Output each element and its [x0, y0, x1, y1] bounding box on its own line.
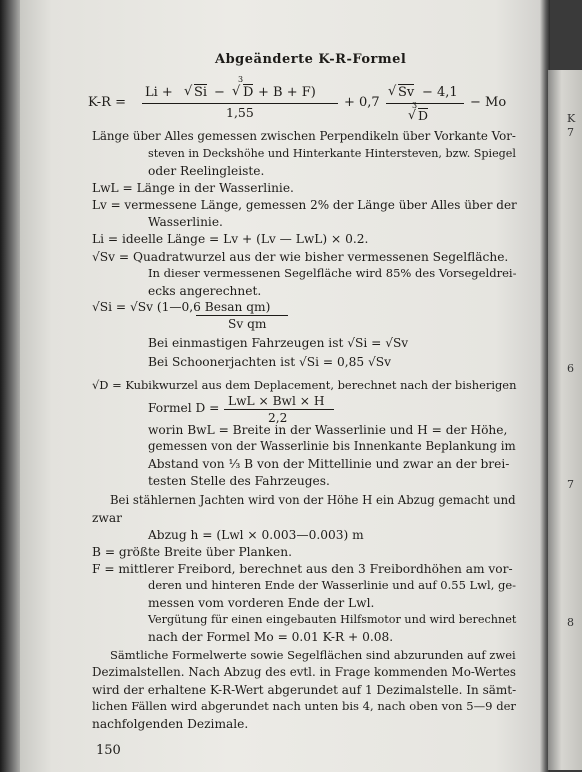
sqrt-symbol: √	[408, 107, 416, 122]
text-line: testen Stelle des Fahrzeuges.	[148, 474, 330, 488]
text-line: lichen Fällen wird abgerundet nach unten bis 4, nach oben von 5—9 der	[92, 699, 516, 713]
text-line: Abstand von ⅓ B von der Mittellinie und zwar an der brei-	[148, 457, 510, 471]
next-page-mark: 7	[567, 478, 574, 491]
text-line: Sämtliche Formelwerte sowie Segelflächen sind abzurunden auf zwei	[110, 648, 516, 662]
sqrt-symbol: √	[184, 84, 193, 99]
definition-sv: √Sv = Quadratwurzel aus der wie bisher vermessenen Segelfläche.	[92, 250, 509, 264]
fraction-bar	[224, 409, 334, 410]
fraction-bar	[142, 103, 338, 104]
text-line: Bei stählernen Jachten wird von der Höhe H ein Abzug gemacht und	[110, 493, 516, 507]
formula-den: 1,55	[226, 105, 254, 120]
definition-d: √D = Kubikwurzel aus dem Deplacement, berechnet nach der bisherigen	[92, 378, 517, 392]
formula-minus: −	[214, 85, 225, 100]
si-formula-den: Sv qm	[228, 317, 267, 331]
formula-lhs: K-R =	[88, 95, 126, 110]
text-line: wird der erhaltene K-R-Wert abgerundet auf 1 Dezimalstelle. In sämt-	[92, 683, 517, 697]
formula-den2-d: D	[418, 108, 429, 123]
d-formula-den: 2,2	[268, 411, 288, 425]
text-line: deren und hinteren Ende der Wasserlinie und auf 0.55 Lwl, ge-	[148, 578, 517, 592]
text-line: worin BwL = Breite in der Wasserlinie und H = der Höhe,	[148, 423, 508, 437]
formula-si: Si	[194, 85, 208, 100]
sqrt-symbol: √	[232, 84, 241, 99]
abzug-formula: Abzug h = (Lwl × 0.003—0.003) m	[148, 528, 364, 542]
text-line: gemessen von der Wasserlinie bis Innenkante Beplankung im	[148, 439, 516, 453]
formula-plus-07: + 0,7	[344, 95, 380, 110]
formula-minus-mo: − Mo	[470, 95, 507, 110]
formula-d: D	[243, 85, 254, 100]
text-line: ecks angerechnet.	[148, 284, 262, 298]
next-page-mark: 7	[567, 126, 574, 139]
text-line: Länge über Alles gemessen zwischen Perpendikeln über Vorkante Vor-	[92, 129, 516, 143]
fraction-bar	[196, 315, 288, 316]
d-formula-num: LwL × Bwl × H	[228, 394, 325, 408]
definition-li: Li = ideelle Länge = Lv + (Lv — LwL) × 0.2.	[92, 232, 369, 246]
text-line: nachfolgenden Dezimale.	[92, 717, 249, 731]
text-line: Bei einmastigen Fahrzeugen ist √Si = √Sv	[148, 336, 409, 350]
definition-b: B = größte Breite über Planken.	[92, 545, 292, 559]
book-binding-shadow	[0, 0, 22, 772]
cube-root-index: 3	[238, 75, 244, 84]
fraction-bar	[386, 103, 464, 104]
next-page-mark: 8	[567, 616, 574, 629]
text-line: oder Reelingleiste.	[148, 164, 265, 178]
definition-lv: Lv = vermessene Länge, gemessen 2% der Länge über Alles über der	[92, 198, 517, 212]
formula-sv-rest: − 4,1	[422, 85, 458, 100]
next-page-mark: 6	[567, 362, 574, 375]
formula-sv: Sv	[398, 85, 415, 100]
text-line: messen vom vorderen Ende der Lwl.	[148, 596, 375, 610]
definition-f: F = mittlerer Freibord, berechnet aus den 3 Freibordhöhen am vor-	[92, 562, 513, 576]
text-line: Dezimalstellen. Nach Abzug des evtl. in Frage kommenden Mo-Wertes	[92, 665, 516, 679]
sqrt-symbol: √	[388, 84, 397, 99]
formula-li: Li +	[145, 85, 173, 100]
page-number: 150	[96, 743, 121, 758]
si-formula: √Si = √Sv (1—0,6 Besan qm)	[92, 300, 271, 314]
definition-lwl: LwL = Länge in der Wasserlinie.	[92, 181, 294, 195]
text-line: steven in Deckshöhe und Hinterkante Hintersteven, bzw. Spiegel	[148, 147, 516, 160]
text-line: nach der Formel Mo = 0.01 K-R + 0.08.	[148, 630, 394, 644]
text-line: zwar	[92, 511, 122, 525]
next-page-mark: K	[567, 112, 576, 125]
formula-b-f: + B + F)	[258, 85, 316, 100]
d-formula-label: Formel D =	[148, 401, 220, 415]
cube-root-index: 3	[412, 101, 418, 110]
text-line: Wasserlinie.	[148, 215, 223, 229]
text-line: In dieser vermessenen Segelfläche wird 85% des Vorsegeldrei-	[148, 266, 517, 280]
page-title: Abgeänderte K-R-Formel	[215, 52, 407, 67]
next-page-edge	[548, 70, 582, 770]
text-line: Vergütung für einen eingebauten Hilfsmotor und wird berechnet	[148, 613, 517, 626]
text-line: Bei Schoonerjachten ist √Si = 0,85 √Sv	[148, 355, 391, 369]
